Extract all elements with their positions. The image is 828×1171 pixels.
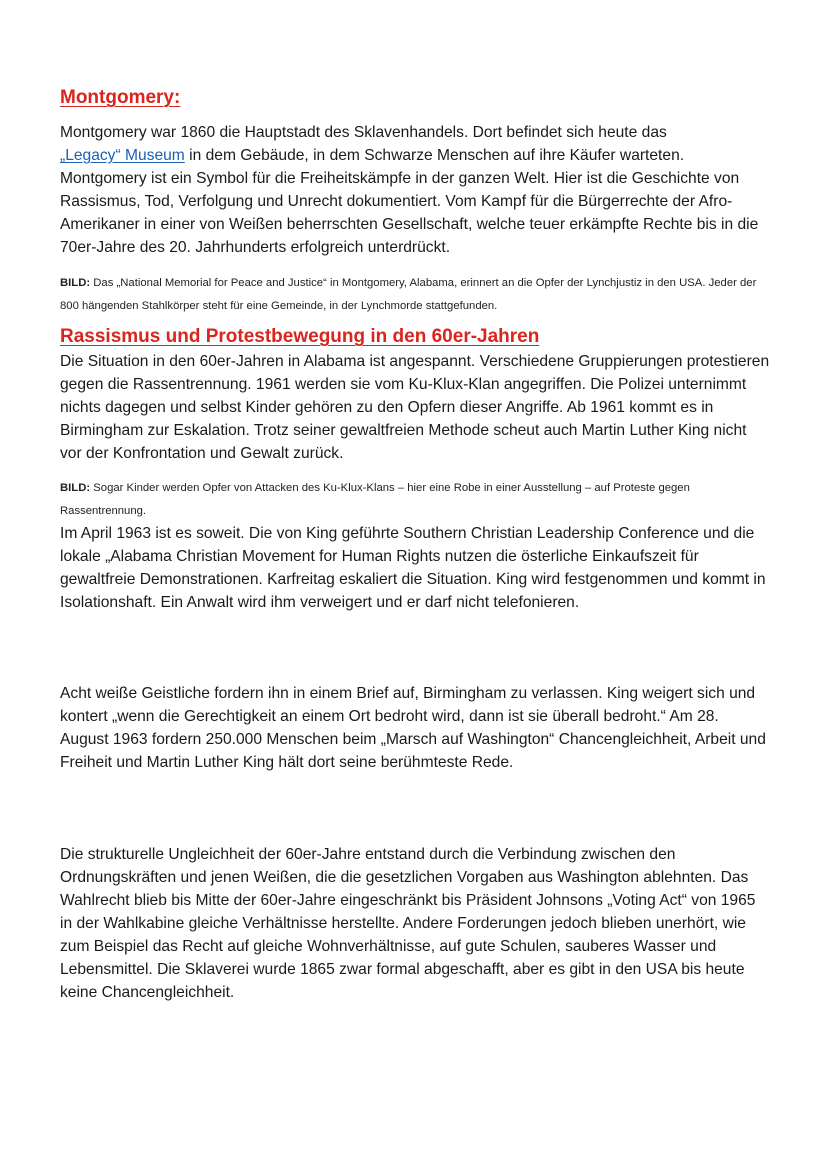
montgomery-heading-block — [60, 86, 770, 110]
montgomery-caption-block — [60, 272, 770, 318]
ungleichheit-paragraph-block — [60, 843, 770, 1004]
caption-text: Sogar Kinder werden Opfer von Attacken des Ku-Klux-Klans – hier eine Robe in einer Ausstellung – auf Proteste gegen Rassentrennung. — [60, 482, 690, 517]
rassismus-paragraph: Die Situation in den 60er-Jahren in Alabama ist angespannt. Verschiedene Gruppierungen protestieren gegen die Rassentrennung. 1961 werden sie vom Ku-Klux-Klan angegriffen. Die Polizei unternimmt nichts dagegen und selbst Kinder gehören zu den Opfern dieser Angriffe. Ab 1961 kommt es in Birmingham zur Eskalation. Trotz seiner gewaltfreien Methode scheut auch Martin Luther King nicht vor der Konfrontation und Gewalt zurück. — [60, 353, 770, 462]
montgomery-heading: Montgomery: — [60, 87, 181, 108]
rassismus-caption — [60, 477, 770, 523]
legacy-museum-link[interactable]: „Legacy“ Museum — [60, 147, 185, 164]
rassismus-heading: Rassismus und Protestbewegung in den 60er-Jahren — [60, 326, 540, 347]
ungleichheit-paragraph: Die strukturelle Ungleichheit der 60er-Jahre entstand durch die Verbindung zwischen den Ordnungskräften und jenen Weißen, die die gesetzlichen Vorgaben aus Washington ablehnten. Das Wahlrecht blieb bis Mitte der 60er-Jahre eingeschränkt bis Präsident Johnsons „Voting Act“ von 1965 in der Wahlkabine gleiche Verhältnisse herstellte. Andere Forderungen jedoch blieben unerhört, wie zum Beispiel das Recht auf gleiche Wohnverhältnisse, auf gute Schulen, sauberes Wasser und Lebensmittel. Die Sklaverei wurde 1865 zwar formal abgeschafft, aber es gibt in den USA bis heute keine Chancengleichheit. — [60, 846, 756, 1001]
caption-label: BILD: — [60, 482, 91, 494]
montgomery-caption — [60, 272, 770, 318]
montgomery-paragraph — [60, 121, 770, 259]
april-1963-paragraph-block — [60, 522, 770, 614]
april-1963-paragraph: Im April 1963 ist es soweit. Die von King geführte Southern Christian Leadership Conference und die lokale „Alabama Christian Movement for Human Rights nutzen die österliche Einkaufszeit für gewaltfreie Demonstrationen. Karfreitag eskaliert die Situation. King wird festgenommen und kommt in Isolationshaft. Ein Anwalt wird ihm verweigert und er darf nicht telefonieren. — [60, 525, 766, 611]
montgomery-paragraph-rest: in dem Gebäude, in dem Schwarze Menschen auf ihre Käufer warteten. Montgomery ist ein Symbol für die Freiheitskämpfe in der ganzen Welt. Hier ist die Geschichte von Rassismus, Tod, Verfolgung und Unrecht dokumentiert. Vom Kampf für die Bürgerrechte der Afro-Amerikaner in einer von Weißen beherrschten Gesellschaft, welche teuer erkämpfte Rechte bis in die 70er-Jahre des 20. Jahrhunderts erfolgreich unterdrückt. — [60, 147, 759, 256]
montgomery-paragraph-block — [60, 121, 770, 259]
rassismus-heading-block — [60, 325, 770, 349]
montgomery-paragraph-line1: Montgomery war 1860 die Hauptstadt des Sklavenhandels. Dort befindet sich heute das — [60, 124, 667, 141]
caption-text: Das „National Memorial for Peace and Justice“ in Montgomery, Alabama, erinnert an die Opfer der Lynchjustiz in den USA. Jeder der 800 hängenden Stahlkörper steht für eine Gemeinde, in der Lynchmorde stattgefunden. — [60, 277, 757, 312]
caption-label: BILD: — [60, 277, 91, 289]
brief-paragraph-block — [60, 682, 770, 774]
rassismus-caption-block — [60, 477, 770, 523]
rassismus-paragraph-block — [60, 350, 770, 465]
brief-paragraph: Acht weiße Geistliche fordern ihn in einem Brief auf, Birmingham zu verlassen. King weigert sich und kontert „wenn die Gerechtigkeit an einem Ort bedroht wird, dann ist sie überall bedroht.“ Am 28. August 1963 fordern 250.000 Menschen beim „Marsch auf Washington“ Chancengleichheit, Arbeit und Freiheit und Martin Luther King hält dort seine berühmteste Rede. — [60, 685, 766, 771]
